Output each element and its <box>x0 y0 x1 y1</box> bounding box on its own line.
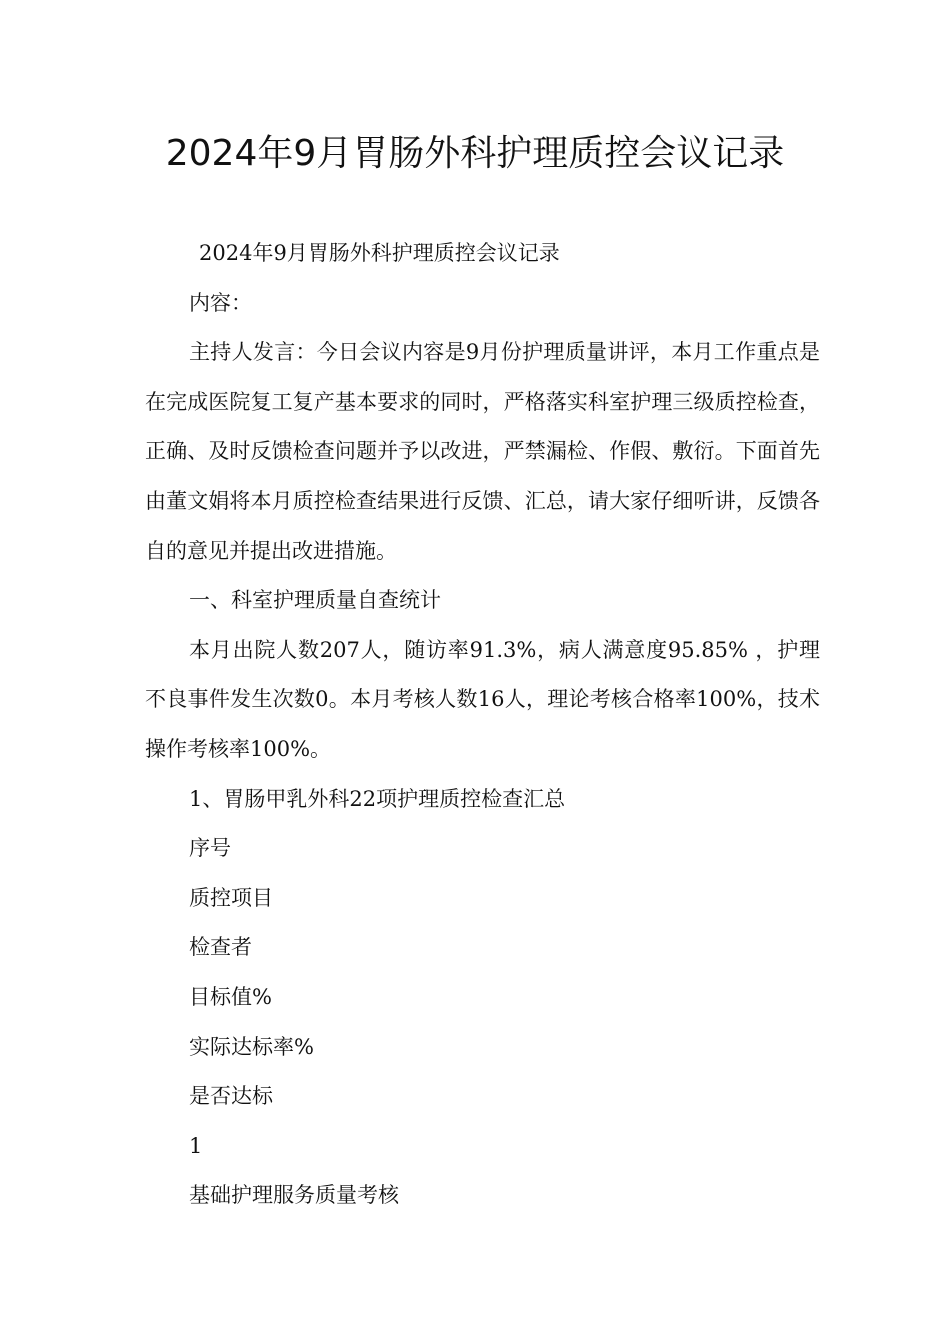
table-header-serial: 序号 <box>189 836 231 861</box>
table-header-actual-rate: 实际达标率% <box>189 1034 314 1059</box>
content-label: 内容： <box>189 290 252 315</box>
table-cell-serial: 1 <box>189 1133 203 1158</box>
subsection-heading: 1、胃肠甲乳外科22项护理质控检查汇总 <box>189 786 566 811</box>
subtitle-paragraph: 2024年9月胃肠外科护理质控会议记录 <box>199 241 560 265</box>
document-body <box>145 229 820 1221</box>
table-header-item: 质控项目 <box>189 885 273 910</box>
section-heading: 一、科室护理质量自查统计 <box>189 588 441 613</box>
table-header-compliant: 是否达标 <box>189 1084 273 1109</box>
document-title: 2024年9月胃肠外科护理质控会议记录 <box>165 133 785 174</box>
table-header-target: 目标值% <box>189 984 272 1009</box>
table-header-inspector: 检查者 <box>189 935 252 960</box>
host-speech-paragraph: 主持人发言：今日会议内容是9月份护理质量讲评，本月工作重点是在完成医院复工复产基本要求的同时，严格落实科室护理三级质控检查，正确、及时反馈检查问题并予以改进，严禁漏检、作假、敷衍。下面首先由董文娟将本月质控检查结果进行反馈、汇总，请大家仔细听讲，反馈各自的意见并提出改进措施。 <box>145 340 820 563</box>
statistics-paragraph: 本月出院人数207人，随访率91.3%，病人满意度95.85% ，护理不良事件发生次数0。本月考核人数16人，理论考核合格率100%，技术操作考核率100%。 <box>145 637 820 761</box>
table-cell-item: 基础护理服务质量考核 <box>189 1183 399 1208</box>
